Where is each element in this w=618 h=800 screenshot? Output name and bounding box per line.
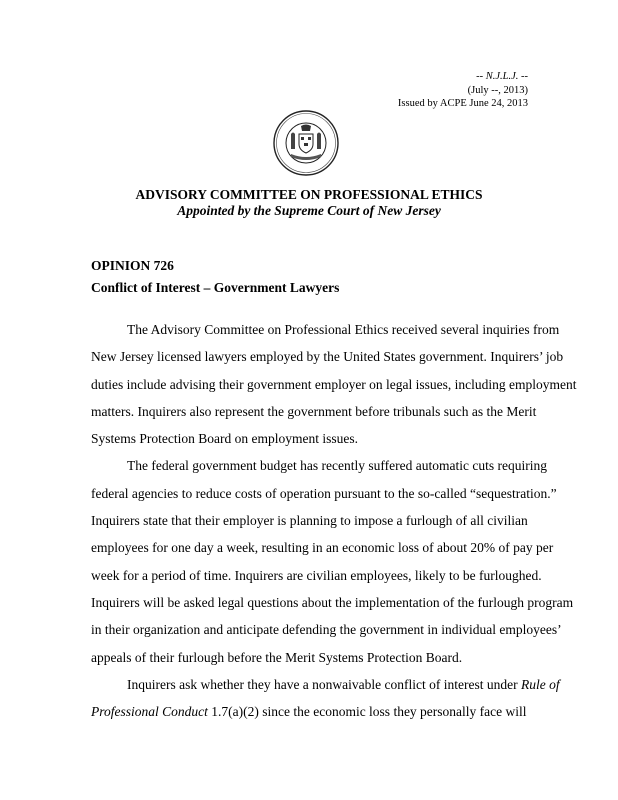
issued-date: Issued by ACPE June 24, 2013 [397, 98, 528, 109]
text-line: week for a period of time. Inquirers are civilian employees, likely to be furloughed. [91, 567, 542, 583]
paragraph-3 [91, 671, 560, 726]
text-line: The Advisory Committee on Professional Ethics received several inquiries from [127, 322, 560, 337]
text-line: New Jersey licensed lawyers employed by the United States government. Inquirers’ job [91, 349, 564, 365]
text-line: Professional Conduct 1.7(a)(2) since the economic loss they personally face will [91, 704, 527, 720]
text-line: Inquirers ask whether they have a nonwaivable conflict of interest under Rule of [127, 676, 560, 692]
text-line: appeals of their furlough before the Merit Systems Protection Board. [91, 649, 463, 665]
opinion-title: Conflict of Interest – Government Lawyers [91, 280, 340, 295]
journal-citation: -- N.J.L.J. -- [476, 71, 528, 82]
committee-name: ADVISORY COMMITTEE ON PROFESSIONAL ETHICS [135, 187, 483, 202]
committee-heading [0, 187, 618, 219]
court-seal-icon [273, 110, 339, 176]
text-line: matters. Inquirers also represent the government before tribunals such as the Merit [91, 403, 537, 419]
text-line: The federal government budget has recently suffered automatic cuts requiring [127, 458, 547, 474]
text-line: federal agencies to reduce costs of operation pursuant to the so-called “sequestration.” [91, 485, 557, 501]
text-line: Inquirers state that their employer is planning to impose a furlough of all civilian [91, 513, 528, 529]
text-line: in their organization and anticipate defending the government in individual employees’ [91, 622, 562, 638]
paragraph-1 [91, 316, 577, 452]
citation-header [398, 70, 528, 111]
text-line: Systems Protection Board on employment issues. [91, 431, 358, 447]
opinion-number: OPINION 726 [91, 258, 174, 273]
text-line: Inquirers will be asked legal questions about the implementation of the furlough program [91, 594, 574, 610]
citation-date: (July --, 2013) [467, 84, 528, 96]
opinion-body [91, 316, 577, 725]
committee-appointed-by: Appointed by the Supreme Court of New Jersey [177, 203, 441, 218]
text-line: duties include advising their government employer on legal issues, including employment [91, 376, 577, 392]
text-line: employees for one day a week, resulting in an economic loss of about 20% of pay per [91, 540, 554, 556]
paragraph-2 [91, 452, 574, 670]
